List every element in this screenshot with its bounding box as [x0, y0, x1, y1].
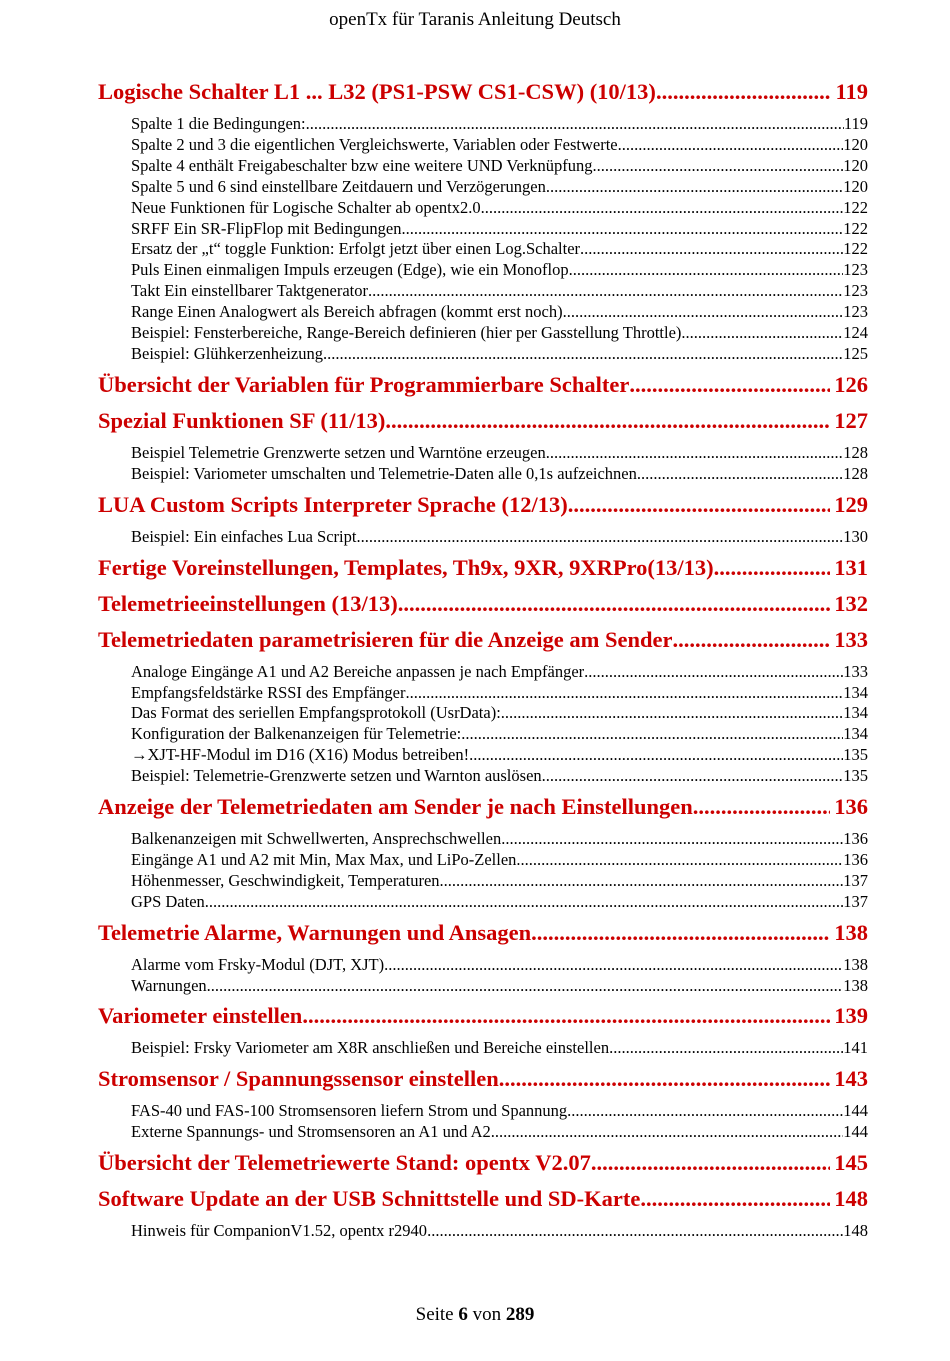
toc-leader-dots [384, 955, 843, 976]
toc-leader-dots [531, 917, 830, 949]
toc-leader-dots [569, 260, 844, 281]
toc-subsection-page: 125 [843, 343, 868, 363]
toc-leader-dots [714, 552, 831, 584]
toc-section-page: 133 [834, 626, 868, 652]
toc-section-entry[interactable] [98, 552, 868, 584]
toc-leader-dots [207, 976, 844, 997]
toc-section-page: 126 [834, 371, 868, 397]
toc-subsection-title: Ersatz der „t“ toggle Funktion: Erfolgt jetzt über einen Log.Schalter [131, 239, 581, 259]
toc-subsection-page: 122 [843, 239, 868, 259]
toc-leader-dots [306, 114, 844, 135]
toc-section-title: Telemetriedaten parametrisieren für die Anzeige am Sender [98, 626, 673, 652]
toc-leader-dots [302, 1000, 830, 1032]
toc-leader-dots [491, 1122, 843, 1143]
toc-leader-dots [618, 135, 844, 156]
toc-leader-dots [205, 892, 843, 913]
toc-leader-dots [405, 683, 843, 704]
footer-prefix: Seite [415, 1304, 454, 1325]
toc-section-page: 139 [834, 1003, 868, 1029]
toc-subsection-title: Alarme vom Frsky-Modul (DJT, XJT) [131, 954, 385, 974]
toc-subsection-page: 123 [843, 302, 868, 322]
page-footer [0, 1304, 950, 1326]
toc-subsection-title: Spalte 1 die Bedingungen: [131, 114, 306, 133]
toc-subsection-title: Spalte 2 und 3 die eigentlichen Vergleichswerte, Variablen oder Festwerte [131, 134, 618, 154]
toc-subsection-entry[interactable] [131, 892, 868, 913]
toc-subsection-page: 120 [843, 155, 868, 175]
toc-subsection-title: Beispiel: Telemetrie-Grenzwerte setzen und Warnton auslösen [131, 766, 542, 786]
toc-subsection-title: Takt Ein einstellbarer Taktgenerator [131, 281, 368, 301]
toc-leader-dots [568, 489, 830, 521]
toc-subsection-page: 119 [843, 114, 868, 133]
toc-subsection-title: Balkenanzeigen mit Schwellwerten, Ansprechschwellen [131, 829, 502, 849]
toc-subsection-page: 137 [843, 891, 868, 911]
toc-leader-dots [427, 1221, 843, 1242]
toc-subsection-title: Beispiel Telemetrie Grenzwerte setzen und Warntöne erzeugen [131, 442, 546, 462]
toc-subsection-title: Spalte 4 enthält Freigabeschalter bzw eine weitere UND Verknüpfung [131, 155, 593, 175]
toc-subsection-page: 122 [843, 197, 868, 217]
toc-subsection-entry[interactable] [131, 302, 868, 323]
toc-section-page: 127 [834, 407, 868, 433]
toc-subsection-page: 120 [843, 176, 868, 196]
toc-subsection-entry[interactable] [131, 344, 868, 365]
toc-section-title: LUA Custom Scripts Interpreter Sprache (12/13) [98, 491, 568, 517]
toc-subsection-title: SRFF Ein SR-FlipFlop mit Bedingungen [131, 218, 402, 238]
current-page-number: 6 [458, 1304, 468, 1325]
total-page-count: 289 [505, 1304, 535, 1325]
page-header: openTx für Taranis Anleitung Deutsch [329, 9, 621, 30]
toc-section-page: 119 [835, 79, 868, 104]
toc-section-page: 136 [834, 794, 868, 820]
toc-subsection-entry[interactable] [131, 1038, 868, 1059]
toc-subsection-title: Eingänge A1 und A2 mit Min, Max Max, und LiPo-Zellen [131, 849, 517, 869]
toc-subsection-page: 120 [843, 134, 868, 154]
toc-subsection-page: 141 [843, 1038, 868, 1058]
toc-subsection-page: 138 [843, 975, 868, 995]
toc-leader-dots [546, 443, 844, 464]
toc-subsection-entry[interactable] [131, 219, 868, 240]
toc-leader-dots [469, 745, 843, 766]
toc-subsection-entry[interactable] [131, 745, 868, 766]
toc-subsection-title: Beispiel: Frsky Variometer am X8R anschließen und Bereiche einstellen [131, 1038, 610, 1058]
toc-subsection-page: 136 [843, 849, 868, 869]
toc-leader-dots [580, 239, 843, 260]
toc-section-page: 131 [834, 554, 868, 580]
toc-section-entry[interactable] [98, 405, 868, 437]
toc-subsection-entry[interactable] [131, 850, 868, 871]
toc-subsection-title: Analoge Eingänge A1 und A2 Bereiche anpassen je nach Empfänger [131, 661, 585, 681]
toc-section-entry[interactable] [98, 917, 868, 949]
toc-subsection-title: Puls Einen einmaligen Impuls erzeugen (Edge), wie ein Monoflop [131, 260, 569, 280]
table-of-contents [98, 76, 868, 1242]
toc-section-entry[interactable] [98, 624, 868, 656]
toc-leader-dots [501, 703, 843, 724]
toc-subsection-title: Warnungen [131, 975, 207, 995]
toc-section-title: Software Update an der USB Schnittstelle und SD-Karte [98, 1186, 641, 1212]
toc-subsection-title: Spalte 5 und 6 sind einstellbare Zeitdauern und Verzögerungen [131, 176, 546, 196]
toc-subsection-entry[interactable] [131, 703, 868, 724]
toc-leader-dots [656, 76, 832, 108]
toc-subsection-title: Höhenmesser, Geschwindigkeit, Temperaturen [131, 870, 440, 890]
toc-section-entry[interactable] [98, 369, 868, 401]
toc-section-entry[interactable] [98, 791, 868, 823]
toc-subsection-page: 135 [843, 766, 868, 786]
toc-subsection-title: Hinweis für CompanionV1.52, opentx r2940 [131, 1221, 428, 1241]
toc-subsection-entry[interactable] [131, 156, 868, 177]
toc-subsection-page: 134 [843, 703, 868, 723]
toc-leader-dots [542, 766, 844, 787]
toc-subsection-title: Konfiguration der Balkenanzeigen für Telemetrie: [131, 724, 462, 744]
toc-subsection-page: 134 [843, 724, 868, 744]
toc-subsection-entry[interactable] [131, 135, 868, 156]
toc-section-entry[interactable] [98, 1000, 868, 1032]
toc-section-title: Variometer einstellen [98, 1003, 303, 1029]
toc-subsection-entry[interactable] [131, 443, 868, 464]
toc-section-page: 129 [834, 491, 868, 517]
toc-subsection-page: 128 [843, 442, 868, 462]
toc-section-page: 143 [834, 1066, 868, 1092]
toc-subsection-page: 123 [843, 260, 868, 280]
toc-leader-dots [563, 302, 844, 323]
toc-subsection-entry[interactable] [131, 871, 868, 892]
toc-subsection-title: Externe Spannungs- und Stromsensoren an A1 und A2 [131, 1122, 491, 1142]
toc-subsection-entry[interactable] [131, 114, 868, 135]
toc-leader-dots [499, 1063, 831, 1095]
toc-leader-dots [546, 177, 843, 198]
toc-leader-dots [401, 219, 843, 240]
toc-subsection-title: FAS-40 und FAS-100 Stromsensoren liefern Strom und Spannung [131, 1101, 568, 1121]
toc-subsection-title: Neue Funktionen für Logische Schalter ab opentx2.0 [131, 197, 481, 217]
toc-section-title: Übersicht der Variablen für Programmierbare Schalter [98, 371, 630, 397]
toc-leader-dots [593, 156, 844, 177]
toc-subsection-page: 138 [843, 954, 868, 974]
toc-section-entry[interactable] [98, 1183, 868, 1215]
toc-subsection-title: Beispiel: Fensterbereiche, Range-Bereich definieren (hier per Gasstellung Throttle) [131, 323, 682, 343]
toc-subsection-entry[interactable] [131, 662, 868, 683]
toc-subsection-entry[interactable] [131, 766, 868, 787]
toc-leader-dots [368, 281, 843, 302]
toc-section-page: 132 [834, 590, 868, 616]
toc-section-page: 148 [834, 1186, 868, 1212]
toc-subsection-title: Empfangsfeldstärke RSSI des Empfänger [131, 682, 406, 702]
toc-subsection-title: Range Einen Analogwert als Bereich abfragen (kommt erst noch) [131, 302, 563, 322]
toc-section-title: Anzeige der Telemetriedaten am Sender je nach Einstellungen [98, 794, 693, 820]
toc-leader-dots [323, 344, 843, 365]
toc-leader-dots [481, 198, 844, 219]
toc-leader-dots [440, 871, 844, 892]
toc-subsection-title: →XJT-HF-Modul im D16 (X16) Modus betreiben! [131, 745, 470, 765]
toc-subsection-title: Beispiel: Ein einfaches Lua Script [131, 526, 357, 546]
toc-subsection-page: 122 [843, 218, 868, 238]
toc-subsection-page: 123 [843, 281, 868, 301]
toc-leader-dots [356, 527, 843, 548]
toc-subsection-title: Beispiel: Variometer umschalten und Telemetrie-Daten alle 0,1s aufzeichnen [131, 463, 637, 483]
toc-subsection-page: 144 [843, 1122, 868, 1142]
toc-leader-dots [629, 369, 830, 401]
toc-leader-dots [516, 850, 843, 871]
toc-section-title: Stromsensor / Spannungssensor einstellen [98, 1066, 499, 1092]
toc-section-title: Logische Schalter L1 ... L32 (PS1-PSW CS1-CSW) (10/13) [98, 79, 656, 104]
toc-subsection-page: 135 [843, 745, 868, 765]
toc-section-title: Fertige Voreinstellungen, Templates, Th9x, 9XR, 9XRPro(13/13) [98, 554, 714, 580]
toc-subsection-entry[interactable] [131, 323, 868, 344]
toc-section-title: Spezial Funktionen SF (11/13) [98, 407, 386, 433]
toc-subsection-title: Beispiel: Glühkerzenheizung [131, 343, 323, 363]
toc-subsection-entry[interactable] [131, 1122, 868, 1143]
toc-section-title: Telemetrieeinstellungen (13/13) [98, 590, 398, 616]
toc-subsection-entry[interactable] [131, 976, 868, 997]
toc-subsection-entry[interactable] [131, 1221, 868, 1242]
toc-subsection-entry[interactable] [131, 955, 868, 976]
toc-section-title: Übersicht der Telemetriewerte Stand: opentx V2.07 [98, 1150, 591, 1176]
toc-subsection-page: 124 [843, 323, 868, 343]
toc-subsection-page: 136 [843, 829, 868, 849]
toc-section-entry[interactable] [98, 1063, 868, 1095]
toc-leader-dots [640, 1183, 830, 1215]
toc-subsection-entry[interactable] [131, 724, 868, 745]
toc-section-page: 138 [834, 919, 868, 945]
toc-leader-dots [693, 791, 830, 823]
toc-leader-dots [591, 1147, 830, 1179]
toc-section-entry[interactable] [98, 76, 868, 108]
toc-subsection-entry[interactable] [131, 281, 868, 302]
toc-leader-dots [501, 829, 843, 850]
toc-subsection-page: 148 [843, 1221, 868, 1241]
toc-section-entry[interactable] [98, 588, 868, 620]
toc-subsection-entry[interactable] [131, 198, 868, 219]
toc-subsection-title: GPS Daten [131, 891, 205, 911]
toc-subsection-title: Das Format des seriellen Empfangsprotokoll (UsrData): [131, 703, 501, 723]
toc-subsection-entry[interactable] [131, 464, 868, 485]
toc-subsection-page: 134 [843, 682, 868, 702]
toc-subsection-page: 130 [843, 526, 868, 546]
toc-leader-dots [385, 405, 830, 437]
toc-subsection-entry[interactable] [131, 1101, 868, 1122]
toc-subsection-page: 144 [843, 1101, 868, 1121]
toc-subsection-entry[interactable] [131, 239, 868, 260]
toc-subsection-entry[interactable] [131, 260, 868, 281]
toc-subsection-page: 137 [843, 870, 868, 890]
toc-subsection-entry[interactable] [131, 683, 868, 704]
toc-subsection-page: 128 [843, 463, 868, 483]
toc-leader-dots [567, 1101, 843, 1122]
toc-leader-dots [584, 662, 843, 683]
toc-subsection-page: 133 [843, 661, 868, 681]
toc-section-title: Telemetrie Alarme, Warnungen und Ansagen [98, 919, 532, 945]
toc-subsection-entry[interactable] [131, 527, 868, 548]
toc-leader-dots [609, 1038, 843, 1059]
toc-leader-dots [681, 323, 843, 344]
toc-leader-dots [398, 588, 831, 620]
toc-section-entry[interactable] [98, 489, 868, 521]
toc-subsection-entry[interactable] [131, 177, 868, 198]
footer-middle: von [472, 1304, 502, 1325]
toc-leader-dots [637, 464, 843, 485]
toc-section-page: 145 [834, 1150, 868, 1176]
toc-subsection-entry[interactable] [131, 829, 868, 850]
toc-section-entry[interactable] [98, 1147, 868, 1179]
toc-leader-dots [461, 724, 843, 745]
toc-leader-dots [672, 624, 830, 656]
